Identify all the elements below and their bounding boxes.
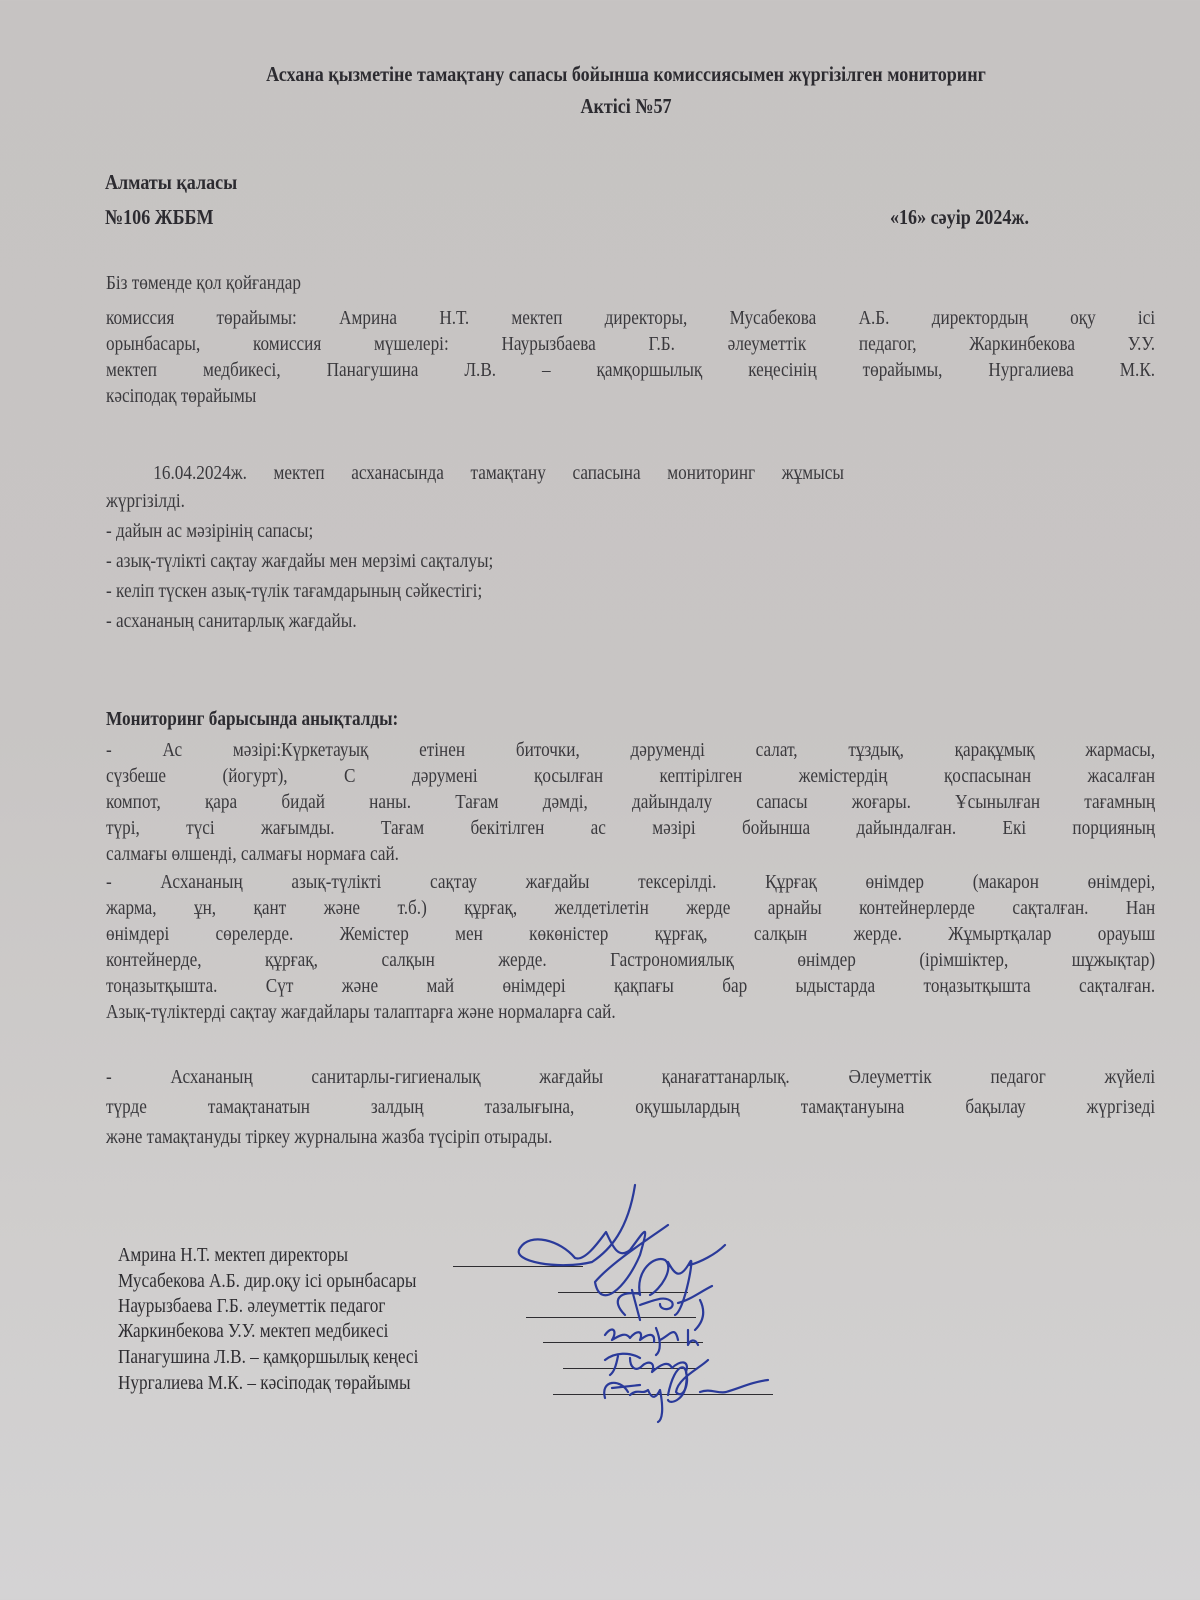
word: –	[542, 359, 551, 381]
word: салқын	[753, 923, 808, 945]
word: дәрумені	[411, 765, 478, 787]
word: етінен	[419, 739, 466, 761]
word: контейнерде,	[106, 949, 202, 971]
word: қақпағы	[614, 975, 674, 997]
word: Нургалиева	[988, 359, 1074, 381]
word: -	[106, 871, 112, 893]
word: оқу	[1070, 307, 1096, 329]
word: ыдыстарда	[795, 975, 876, 997]
word: сақтау	[430, 871, 477, 893]
commission-paragraph	[106, 305, 1200, 409]
word: -	[106, 1066, 112, 1088]
word: Әлеуметтік	[848, 1066, 932, 1088]
signature-line	[563, 1350, 698, 1369]
word: жерде.	[853, 923, 902, 945]
word: қара	[204, 791, 238, 813]
signature-label: Мусабекова А.Б. дир.оқу ісі орынбасары	[118, 1270, 417, 1292]
word: ұн,	[194, 897, 217, 919]
commission-line	[106, 331, 1155, 357]
word: түсі	[186, 817, 215, 839]
word: кептірілген	[659, 765, 743, 787]
word: ас	[590, 817, 606, 839]
city-label: Алматы қаласы	[105, 170, 238, 194]
word: май	[426, 975, 455, 997]
monitoring-item: - азық-түлікті сақтау жағдайы мен мерзімі сақталуы;	[106, 550, 494, 572]
signature-row	[118, 1320, 703, 1343]
word: мәзірі:Күркетауық	[232, 739, 369, 761]
word: С	[344, 765, 356, 787]
word: құрғақ,	[265, 949, 318, 971]
word: -	[106, 739, 112, 761]
title-line-2: Актісі №57	[580, 94, 672, 118]
word: наны.	[369, 791, 412, 813]
word: Екі	[1002, 817, 1027, 839]
findings-line	[106, 973, 1155, 999]
commission-line: кәсіподақ төрайымы	[106, 385, 257, 407]
signature-line	[543, 1324, 703, 1343]
word: т.б.)	[397, 897, 427, 919]
signature-label: Нургалиева М.К. – кәсіподақ төрайымы	[118, 1372, 411, 1394]
word: Амрина	[339, 307, 398, 329]
word: Асхананың	[170, 1066, 253, 1088]
word: тазалығына,	[484, 1096, 575, 1118]
word: Ұсынылған	[955, 791, 1041, 813]
word: Н.Т.	[439, 307, 470, 329]
signature-row	[118, 1295, 696, 1318]
findings-line	[106, 737, 1155, 763]
word: түрде	[106, 1096, 147, 1118]
word: және	[341, 975, 379, 997]
word: бекітілген	[470, 817, 545, 839]
commission-line	[106, 357, 1155, 383]
word: А.Б.	[858, 307, 890, 329]
word: орауыш	[1097, 923, 1156, 945]
word: Сүт	[265, 975, 294, 997]
word: жасалған	[1087, 765, 1156, 787]
word: комиссия	[106, 307, 175, 329]
word: дайындалған.	[856, 817, 957, 839]
word: мәзірі	[652, 817, 696, 839]
word: сүзбеше	[106, 765, 167, 787]
title-line-1: Асхана қызметіне тамақтану сапасы бойынша комиссиясымен жүргізілген мониторинг	[266, 62, 986, 86]
word: жерде.	[498, 949, 547, 971]
findings-line	[106, 1092, 1155, 1122]
signed-below-text: Біз төменде қол қойғандар	[106, 272, 301, 294]
word: жүйелі	[1104, 1066, 1156, 1088]
word: тексерілді.	[638, 871, 717, 893]
word: комиссия	[253, 333, 322, 355]
word: әлеуметтік	[727, 333, 807, 355]
word: М.К.	[1119, 359, 1156, 381]
word: салқын	[381, 949, 435, 971]
word: тоңазытқышта.	[106, 975, 218, 997]
word: сапасы	[756, 791, 808, 813]
word: арнайы	[767, 897, 822, 919]
word: түрі,	[106, 817, 140, 839]
word: өнімдер	[797, 949, 856, 971]
word: санитарлы-гигиеналық	[311, 1066, 481, 1088]
word: құрғақ,	[464, 897, 518, 919]
findings-line	[106, 947, 1155, 973]
word: Ас	[162, 739, 183, 761]
word: дәруменді	[630, 739, 705, 761]
findings-line	[106, 895, 1155, 921]
word: Г.Б.	[648, 333, 675, 355]
signature-label: Жаркинбекова У.У. мектеп медбикесі	[118, 1320, 389, 1342]
school-label: №106 ЖББМ	[105, 205, 214, 229]
word: педагог,	[858, 333, 917, 355]
word: шұжықтар)	[1071, 949, 1156, 971]
word: бойынша	[741, 817, 811, 839]
signature-row	[118, 1372, 773, 1395]
signature-label: Наурызбаева Г.Б. әлеуметтік педагог	[118, 1295, 386, 1317]
findings-line	[106, 1062, 1155, 1092]
word: жерде	[686, 897, 731, 919]
word: Л.В.	[464, 359, 497, 381]
word: бақылау	[965, 1096, 1026, 1118]
findings-menu-paragraph	[106, 737, 1156, 867]
word: залдың	[370, 1096, 424, 1118]
signature-line	[453, 1248, 583, 1267]
word: өнімдері	[106, 923, 170, 945]
word: Мусабекова	[729, 307, 817, 329]
word: педагог	[990, 1066, 1046, 1088]
findings-line	[106, 763, 1155, 789]
word: компот,	[106, 791, 161, 813]
word: контейнерлерде	[859, 897, 975, 919]
word: құрғақ,	[654, 923, 708, 945]
word: тамақтанатын	[207, 1096, 310, 1118]
word: салат,	[755, 739, 798, 761]
word: желдетілетін	[554, 897, 649, 919]
word: Тағам	[380, 817, 425, 839]
word: Гастрономиялық	[610, 949, 734, 971]
word: қант	[253, 897, 287, 919]
word: жарма,	[106, 897, 157, 919]
word: оқушылардың	[635, 1096, 740, 1118]
word: жүргізеді	[1086, 1096, 1156, 1118]
word: азық-түлікті	[291, 871, 382, 893]
word: директордың	[931, 307, 1028, 329]
commission-line	[106, 305, 1155, 331]
word: тамақтануына	[800, 1096, 905, 1118]
word: жағымды.	[260, 817, 335, 839]
word: мектеп	[106, 359, 158, 381]
word: қамқоршылық	[596, 359, 703, 381]
word: директоры,	[604, 307, 688, 329]
word: өнімдері	[502, 975, 566, 997]
signature-row	[118, 1346, 698, 1369]
word: (макарон	[972, 871, 1039, 893]
word: сөрелерде.	[215, 923, 294, 945]
word: жағдайы	[539, 1066, 604, 1088]
word: төрайымы:	[216, 307, 297, 329]
findings-heading: Мониторинг барысында анықталды:	[106, 708, 399, 730]
signature-line	[553, 1376, 773, 1395]
monitoring-item: - асхананың санитарлық жағдайы.	[106, 610, 357, 632]
word: мүшелері:	[373, 333, 449, 355]
monitoring-lead-line: 16.04.2024ж. мектеп асханасында тамақтану сапасына мониторинг жұмысы	[153, 462, 844, 484]
findings-line: Азық-түліктерді сақтау жағдайлары талаптарға және нормаларға сай.	[106, 1001, 616, 1023]
word: Тағам	[455, 791, 499, 813]
word: орынбасары,	[106, 333, 201, 355]
findings-line: салмағы өлшенді, салмағы нормаға сай.	[106, 843, 399, 865]
word: Нан	[1125, 897, 1156, 919]
word: Панагушина	[326, 359, 419, 381]
word: тоңазытқышта	[923, 975, 1031, 997]
word: жағдайы	[525, 871, 590, 893]
word: Жұмыртқалар	[948, 923, 1052, 945]
word: бар	[722, 975, 748, 997]
signature-row	[118, 1270, 688, 1293]
word: көкөністер	[529, 923, 609, 945]
word: сақталған.	[1012, 897, 1089, 919]
findings-line	[106, 815, 1155, 841]
word: медбикесі,	[202, 359, 281, 381]
word: Наурызбаева	[501, 333, 596, 355]
word: мен	[455, 923, 483, 945]
word: қарақұмық	[954, 739, 1035, 761]
findings-line	[106, 921, 1155, 947]
word: мектеп	[511, 307, 563, 329]
word: жоғары.	[851, 791, 911, 813]
word: Асхананың	[160, 871, 243, 893]
word: жемістердің	[798, 765, 888, 787]
word: дайындалу	[632, 791, 713, 813]
act-date: «16» сәуір 2024ж.	[890, 205, 1030, 229]
findings-line	[106, 789, 1155, 815]
findings-line	[106, 869, 1155, 895]
signature-row	[118, 1244, 583, 1267]
monitoring-paragraph	[106, 460, 1156, 634]
monitoring-item: - келіп түскен азық-түлік тағамдарының сәйкестігі;	[106, 580, 483, 602]
word: кеңесінің	[748, 359, 817, 381]
document-title	[170, 58, 1082, 122]
monitoring-item: - дайын ас мәзірінің сапасы;	[106, 520, 314, 542]
word: қосылған	[534, 765, 604, 787]
findings-sanitary-paragraph	[106, 1062, 1156, 1152]
findings-storage-paragraph	[106, 869, 1156, 1025]
word: порцияның	[1072, 817, 1156, 839]
word: жармасы,	[1085, 739, 1156, 761]
word: сақталған.	[1079, 975, 1156, 997]
word: төрайымы,	[862, 359, 943, 381]
word: тағамның	[1084, 791, 1156, 813]
word: өнімдер	[865, 871, 924, 893]
word: бидай	[281, 791, 325, 813]
signature-label: Амрина Н.Т. мектеп директоры	[118, 1244, 349, 1266]
word: Жемістер	[339, 923, 409, 945]
signature-label: Панагушина Л.В. – қамқоршылық кеңесі	[118, 1346, 419, 1368]
word: қоспасынан	[943, 765, 1032, 787]
word: Жаркинбекова	[969, 333, 1076, 355]
word: тұздық,	[848, 739, 904, 761]
word: және	[323, 897, 361, 919]
word: биточки,	[515, 739, 580, 761]
signature-line	[558, 1274, 688, 1293]
word: дәмді,	[542, 791, 588, 813]
word: өнімдері,	[1087, 871, 1156, 893]
monitoring-lead-line: жүргізілді.	[106, 490, 185, 512]
word: Құрғақ	[765, 871, 817, 893]
word: қанағаттанарлық.	[661, 1066, 790, 1088]
word: ісі	[1137, 307, 1156, 329]
signature-line	[526, 1299, 696, 1318]
findings-line: және тамақтануды тіркеу журналына жазба түсіріп отырады.	[106, 1126, 553, 1148]
word: (йогурт),	[222, 765, 288, 787]
word: (ірімшіктер,	[919, 949, 1009, 971]
word: У.У.	[1127, 333, 1156, 355]
